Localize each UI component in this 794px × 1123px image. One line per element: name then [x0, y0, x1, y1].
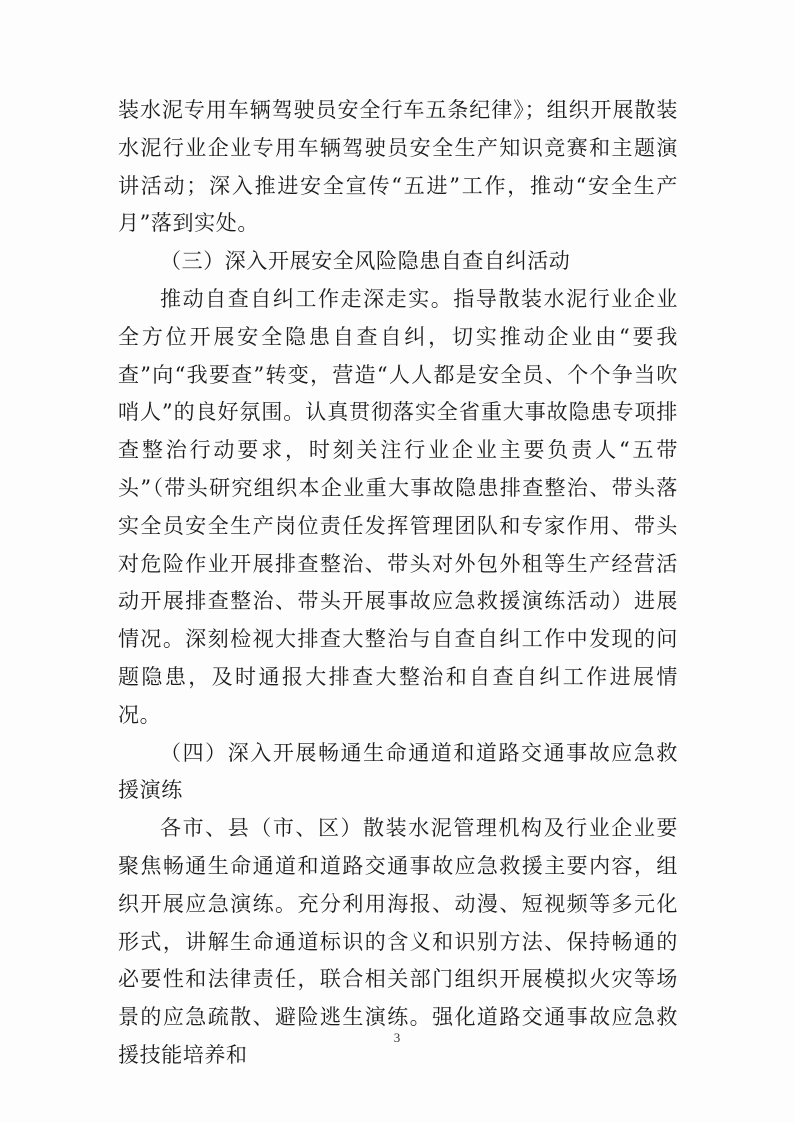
section-heading-four: （四）深入开展畅通生命通道和道路交通事故应急救援演练 — [118, 740, 678, 803]
section-three-paragraph: 推动自查自纠工作走深走实。指导散装水泥行业企业全方位开展安全隐患自查自纠，切实推动企业由“要我查”向“我要查”转变，营造“人人都是安全员、个个争当吹哨人”的良好氛围。认真贯彻落实全省重大事故隐患专项排查整治行动要求，时刻关注行业企业主要负责人“五带头”（带头研究组织本企业重大事故隐患排查整治、带头落实全员安全生产岗位责任发挥管理团队和专家作用、带头对危险作业开展排查整治、带头对外包外租等生产经营活动开展排查整治、带头开展事故应急救援演练活动）进展情况。深刻检视大排查大整治与自查自纠工作中发现的问题隐患，及时通报大排查大整治和自查自纠工作进展情况。 — [118, 286, 678, 727]
continuation-paragraph: 装水泥专用车辆驾驶员安全行车五条纪律》；组织开展散装水泥行业企业专用车辆驾驶员安全生产知识竞赛和主题演讲活动；深入推进安全宣传“五进”工作，推动“安全生产月”落到实处。 — [118, 98, 678, 236]
page-number: 3 — [393, 1030, 401, 1045]
section-four-paragraph: 各市、县（市、区）散装水泥管理机构及行业企业要聚焦畅通生命通道和道路交通事故应急救援主要内容，组织开展应急演练。充分利用海报、动漫、短视频等多元化形式，讲解生命通道标识的含义和识别方法、保持畅通的必要性和法律责任，联合相关部门组织开展模拟火灾等场景的应急疏散、避险逃生演练。强化道路交通事故应急救援技能培养和 — [118, 816, 678, 1067]
section-heading-three: （三）深入开展安全风险隐患自查自纠活动 — [160, 249, 571, 274]
document-body — [118, 92, 678, 1075]
